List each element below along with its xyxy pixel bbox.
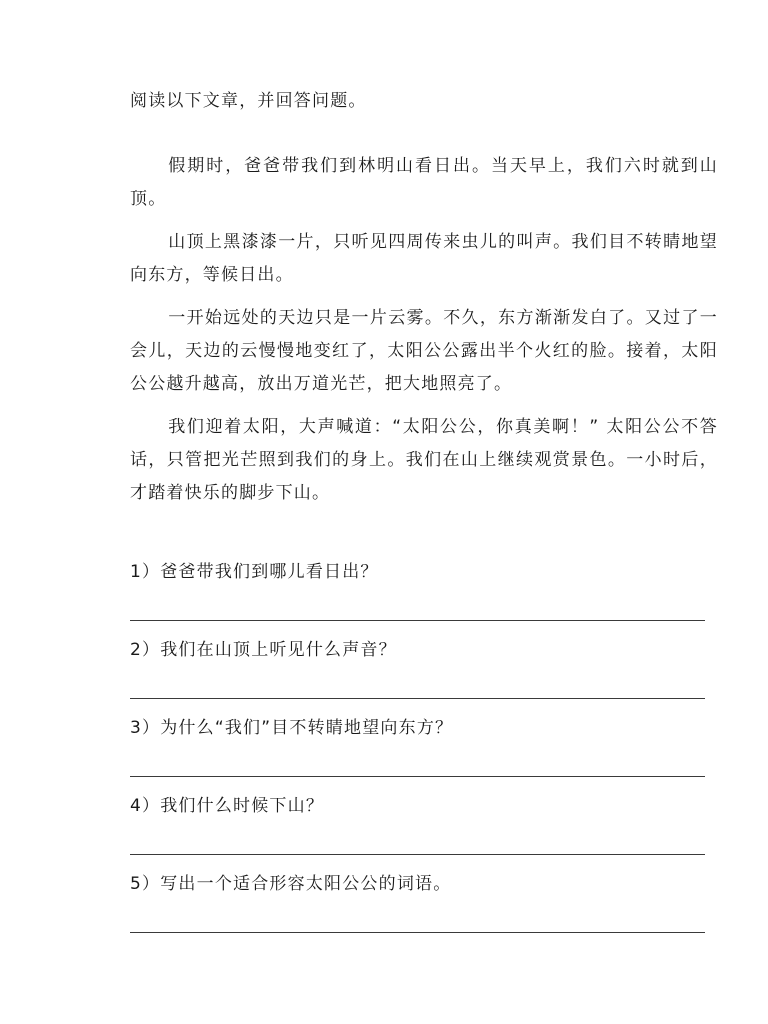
passage-paragraph: 我们迎着太阳，大声喊道：“太阳公公，你真美啊！” 太阳公公不答话，只管把光芒照到我们的身上。我们在山上继续观赏景色。一小时后，才踏着快乐的脚步下山。 — [130, 417, 718, 503]
passage-paragraph: 山顶上黑漆漆一片，只听见四周传来虫儿的叫声。我们目不转睛地望向东方，等候日出。 — [130, 232, 718, 285]
reading-passage — [130, 150, 718, 520]
question-item — [130, 792, 708, 870]
question-text: 5）写出一个适合形容太阳公公的词语。 — [130, 874, 452, 894]
question-item — [130, 870, 708, 948]
question-item — [130, 636, 708, 714]
question-text: 1）爸爸带我们到哪儿看日出？ — [130, 562, 379, 582]
answer-line[interactable] — [130, 698, 705, 699]
instruction-text: 阅读以下文章，并回答问题。 — [130, 91, 367, 111]
question-item — [130, 714, 708, 792]
passage-paragraph: 假期时，爸爸带我们到林明山看日出。当天早上，我们六时就到山顶。 — [130, 156, 718, 209]
answer-line[interactable] — [130, 776, 705, 777]
question-list — [130, 558, 708, 948]
question-text: 3）为什么“我们”目不转睛地望向东方？ — [130, 718, 454, 738]
passage-paragraph: 一开始远处的天边只是一片云雾。不久，东方渐渐发白了。又过了一会儿，天边的云慢慢地变红了，太阳公公露出半个火红的脸。接着，太阳公公越升越高，放出万道光芒，把大地照亮了。 — [130, 308, 718, 394]
question-text: 2）我们在山顶上听见什么声音？ — [130, 640, 397, 660]
answer-line[interactable] — [130, 620, 705, 621]
question-text: 4）我们什么时候下山？ — [130, 796, 325, 816]
answer-line[interactable] — [130, 854, 705, 855]
question-item — [130, 558, 708, 636]
answer-line[interactable] — [130, 932, 705, 933]
